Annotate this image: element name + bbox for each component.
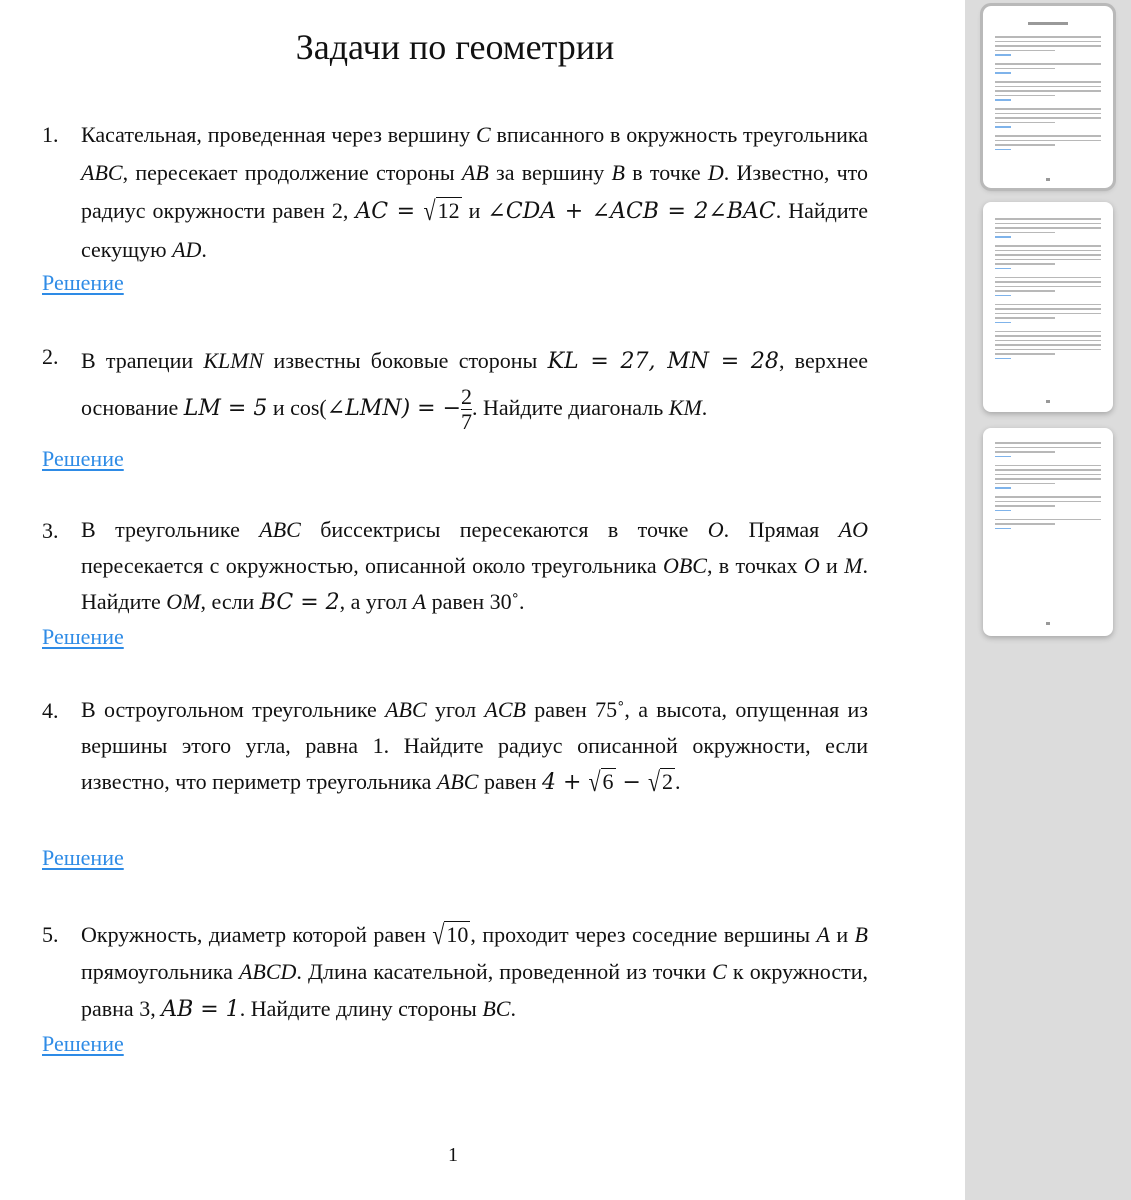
thumb-page-number <box>1046 400 1050 403</box>
problem-text: В треугольнике ABC биссектрисы пересекаются в точке O. Прямая AO пересекается с окружностью, описанной около треугольника OBC, в точках O и M. Найдите OM, если BC = 2, а угол A равен 30˚. <box>81 517 868 615</box>
thumb-solution-line <box>995 322 1011 324</box>
thumb-solution-line <box>995 487 1011 489</box>
sqrt-2: √2 <box>647 765 674 797</box>
thumb-solution-line <box>995 510 1011 512</box>
thumb-text-line <box>995 442 1101 444</box>
sqrt-10: √10 <box>432 918 469 951</box>
thumb-text-line <box>995 36 1101 38</box>
thumb-text-line <box>995 469 1101 471</box>
thumb-text-line <box>995 117 1101 119</box>
page-thumbnails-sidebar <box>965 0 1131 1200</box>
thumb-text-line <box>995 331 1101 333</box>
sqrt-12: √12 <box>423 194 460 226</box>
page-title: Задачи по геометрии <box>295 27 615 67</box>
problem-number: 4. <box>42 698 59 723</box>
thumb-page-number <box>1046 178 1050 181</box>
thumbnail-page-2[interactable] <box>983 202 1113 412</box>
thumb-text-line <box>995 304 1101 306</box>
thumb-text-line <box>995 519 1101 521</box>
thumb-text-line <box>995 451 1055 453</box>
thumb-text-line <box>995 308 1101 310</box>
thumb-text-line <box>995 95 1055 97</box>
problem-text: В остроугольном треугольнике ABC угол ACB равен 75˚, а высота, опущенная из вершины этого угла, равна 1. Найдите радиус описанной окружности, если известно, что периметр треугольника ABC равен 4 + √6 − √2. <box>81 692 868 801</box>
thumb-text-line <box>995 227 1101 229</box>
thumb-title-line <box>1028 22 1068 25</box>
thumb-text-line <box>995 335 1101 337</box>
page-number: 1 <box>448 1144 458 1166</box>
problem-number: 2. <box>42 344 59 369</box>
thumb-text-line <box>995 86 1101 88</box>
thumb-text-line <box>995 63 1101 65</box>
thumb-text-line <box>995 496 1101 498</box>
thumb-text-line <box>995 41 1101 43</box>
thumb-solution-line <box>995 126 1011 128</box>
thumb-text-line <box>995 281 1101 283</box>
problem-2 <box>42 338 868 434</box>
problem-1 <box>42 116 868 269</box>
thumb-text-line <box>995 68 1055 70</box>
thumb-text-line <box>995 344 1101 346</box>
thumbnail-page-1[interactable] <box>983 6 1113 188</box>
thumb-solution-line <box>995 295 1011 297</box>
thumb-text-line <box>995 250 1101 252</box>
thumb-solution-line <box>995 72 1011 74</box>
solution-link-1[interactable]: Решение <box>42 270 124 295</box>
thumb-text-line <box>995 290 1055 292</box>
thumb-text-line <box>995 81 1101 83</box>
thumb-text-line <box>995 254 1101 256</box>
thumb-text-line <box>995 317 1055 319</box>
thumb-text-line <box>995 483 1055 485</box>
thumb-text-line <box>995 523 1055 525</box>
thumb-text-line <box>995 447 1101 449</box>
thumb-solution-line <box>995 528 1011 530</box>
thumb-solution-line <box>995 149 1011 151</box>
thumb-text-line <box>995 45 1101 47</box>
thumb-text-line <box>995 218 1101 220</box>
thumb-page-number <box>1046 622 1050 625</box>
solution-link-4[interactable]: Решение <box>42 845 124 870</box>
thumb-text-line <box>995 232 1055 234</box>
problem-number: 3. <box>42 518 59 543</box>
problem-3 <box>42 512 868 621</box>
thumb-solution-line <box>995 236 1011 238</box>
thumb-text-line <box>995 259 1101 261</box>
thumb-text-line <box>995 353 1055 355</box>
thumb-text-line <box>995 478 1101 480</box>
thumb-text-line <box>995 50 1055 52</box>
thumb-text-line <box>995 135 1101 137</box>
thumb-solution-line <box>995 456 1011 458</box>
thumb-text-line <box>995 474 1101 476</box>
problem-text: Окружность, диаметр которой равен √10, проходит через соседние вершины A и B прямоугольника ABCD. Длина касательной, проведенной из точки C к окружности, равна 3, AB = 1. Найдите длину стороны BC. <box>81 916 868 1028</box>
thumb-text-line <box>995 277 1101 279</box>
thumb-text-line <box>995 144 1055 146</box>
solution-link-3[interactable]: Решение <box>42 624 124 649</box>
thumb-text-line <box>995 263 1055 265</box>
problem-number: 5. <box>42 922 59 947</box>
thumb-text-line <box>995 313 1101 315</box>
problem-text: В трапеции KLMN известны боковые стороны KL = 27, MN = 28, верхнее основание LM = 5 и cos(∠LMN) = − $\frac{2}{7}$ . Найдите диагональ KM. <box>81 348 869 435</box>
thumbnail-page-3[interactable] <box>983 428 1113 636</box>
thumb-text-line <box>995 286 1101 288</box>
thumb-text-line <box>995 245 1101 247</box>
thumb-text-line <box>995 465 1101 467</box>
problem-text: Касательная, проведенная через вершину C вписанного в окружность треугольника ABC, пересекает продолжение стороны AB за вершину B в точке D. Известно, что радиус окружности равен 2, AC = √12 и ∠CDA + ∠ACB = 2∠BAC. Найдите секущую AD. <box>81 122 868 262</box>
thumb-text-line <box>995 113 1101 115</box>
thumb-text-line <box>995 122 1055 124</box>
solution-link-2[interactable]: Решение <box>42 446 124 471</box>
sqrt-6: √6 <box>588 765 614 797</box>
thumb-text-line <box>995 90 1101 92</box>
thumb-text-line <box>995 340 1101 342</box>
problem-4 <box>42 692 868 801</box>
thumb-solution-line <box>995 358 1011 360</box>
thumb-text-line <box>995 505 1055 507</box>
thumb-solution-line <box>995 54 1011 56</box>
thumb-text-line <box>995 223 1101 225</box>
problem-5 <box>42 916 868 1028</box>
thumb-text-line <box>995 349 1101 351</box>
thumb-text-line <box>995 501 1101 503</box>
thumb-text-line <box>995 140 1101 142</box>
thumb-text-line <box>995 108 1101 110</box>
thumb-solution-line <box>995 268 1011 270</box>
problem-number: 1. <box>42 122 59 147</box>
fraction-2-7: $\frac{2}{7}$ <box>461 384 473 435</box>
thumb-solution-line <box>995 99 1011 101</box>
solution-link-5[interactable]: Решение <box>42 1031 124 1056</box>
